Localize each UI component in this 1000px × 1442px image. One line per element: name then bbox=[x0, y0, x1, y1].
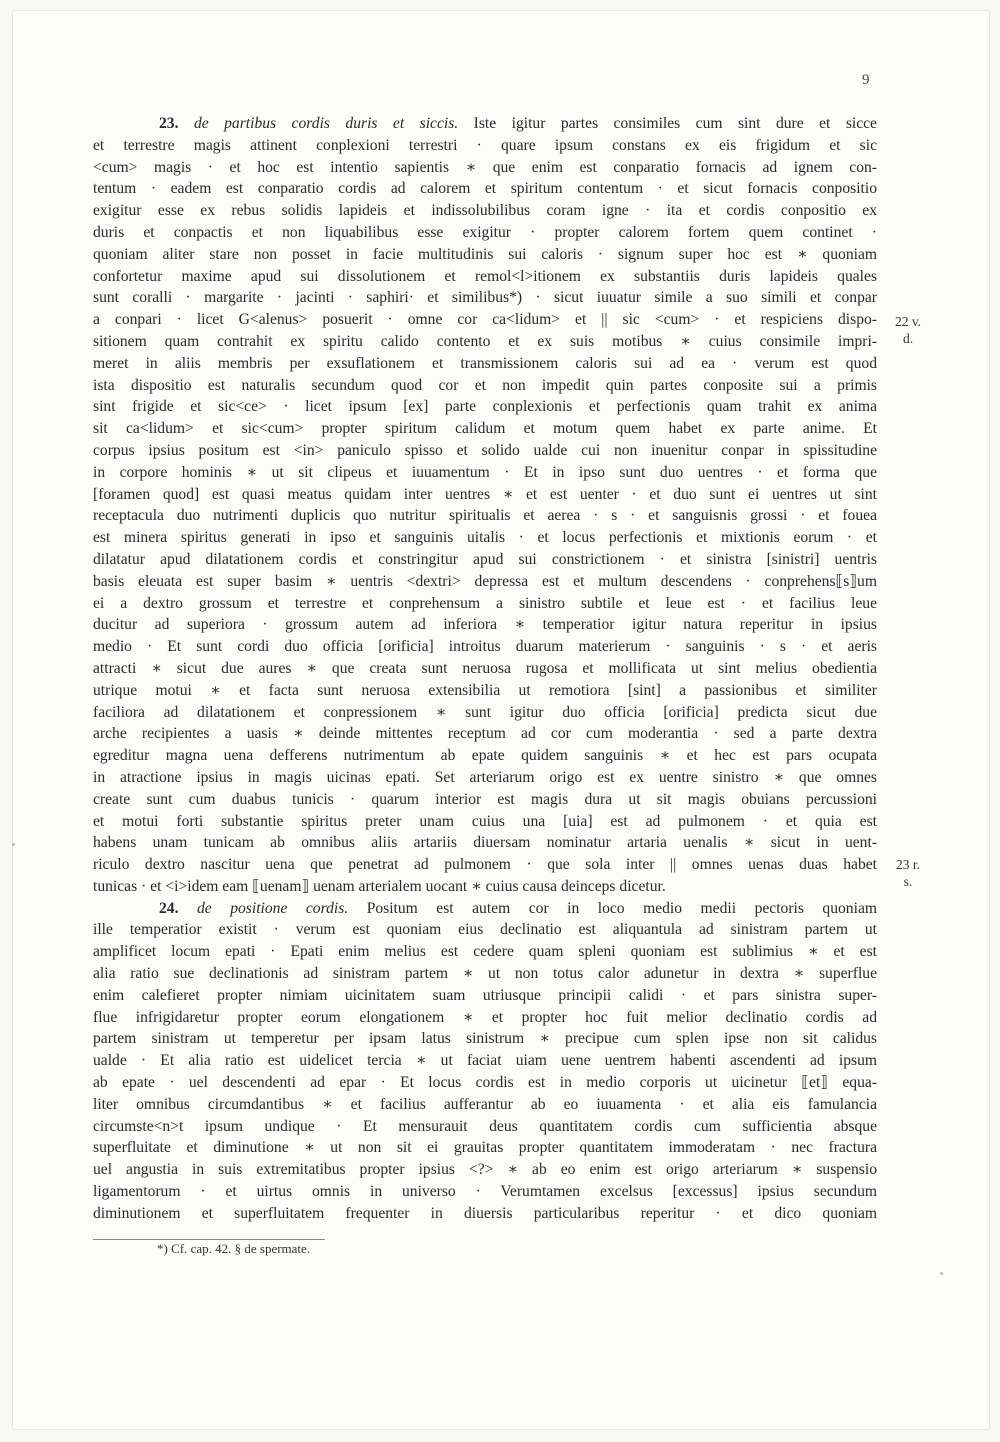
paper-speck bbox=[940, 1272, 943, 1275]
text-line: ualde · Et alia ratio est uidelicet tercia ∗ ut faciat uiam uene uentrem habenti ascendenti ad ipsum bbox=[93, 1052, 877, 1070]
text-line: est minera spiritus generati in ipso et sanguinis uitalis · et locus perfectionis et mixtionis eorum · et bbox=[93, 529, 877, 547]
section-title: de partibus cordis duris et siccis. bbox=[193, 115, 459, 132]
text-line: riculo dextro nascitur uena que penetrat ad pulmonem · que sola inter || omnes uenas duas habet bbox=[93, 856, 877, 874]
text-line: ducitur ad superiora · grossum autem ad inferiora ∗ temperatior igitur natura reperitur in ipsius bbox=[93, 616, 877, 634]
text-line: create sunt cum duabus tunicis · quarum interior est magis dura ut sit magis obuians percussioni bbox=[93, 790, 877, 808]
section-24 bbox=[93, 898, 877, 1225]
text-line: duris et conpactis et non liquabilibus esse exigitur · propter calorem fortem quem continet · bbox=[93, 223, 877, 241]
text-line: sint frigide et sic<ce> · licet ipsum [ex] parte conplexionis et perfectionis quam trahit ex anima bbox=[93, 398, 877, 416]
text-line: corpus ipsius positum est <in> paniculo spisso et solido ualde cui non inuenitur conpar in spissitudine bbox=[93, 441, 877, 459]
section-number: 24. bbox=[159, 899, 179, 917]
text-line: meret in aliis membris per exsuflationem et transmissionem caloris sui ad ea · verum est quod bbox=[93, 354, 877, 372]
section-heading-line bbox=[93, 113, 877, 135]
margin-note-line: 23 r. bbox=[895, 857, 920, 872]
text-run: Iste igitur partes consimiles cum sint dure et sicce bbox=[473, 115, 877, 132]
margin-note-folio bbox=[891, 313, 925, 347]
text-line: ei a dextro grossum et terrestre et conprehensum a sinistro subtile et leue est · et facilius leue bbox=[93, 594, 877, 612]
footnote: *) Cf. cap. 42. § de spermate. bbox=[157, 1241, 311, 1256]
text-line: circumste<n>t ipsum undique · Et mensurauit deus quantitatem cordis cum sufficientia absque bbox=[93, 1117, 877, 1135]
text-line: liter omnibus circumdantibus ∗ et facilius aufferantur ab eo iuuamenta · et alia eis famulancia bbox=[93, 1095, 877, 1113]
text-line: attracti ∗ sicut due aures ∗ que creata sunt neruosa rugosa et mollificata ut sint melius obedientia bbox=[93, 659, 877, 677]
text-line: et motui forti substantie spiritus preter unam cuius una [uia] est ad pulmonem · et quia est bbox=[93, 812, 877, 830]
text-line: basis eleuata est super basim ∗ uentris <dextri> depressa est et multum descendens · conprehens⟦s⟧um bbox=[93, 572, 877, 590]
text-line: partem sinistram ut temperetur per ipsam latus sinistrum ∗ precipue cum splen ipse non sit calidus bbox=[93, 1030, 877, 1048]
text-line: habens unam tunicam ab omnibus aliis artariis diuersam nominatur artaria uenalis ∗ sicut in uent- bbox=[93, 834, 877, 852]
text-line: <cum> magis · et hoc est intentio sapientis ∗ que enim est conparatio fornacis ad ignem con- bbox=[93, 158, 877, 176]
text-run: Positum est autem cor in loco medio medii pectoris quoniam bbox=[366, 899, 877, 917]
margin-note-line: 22 v. bbox=[894, 314, 922, 329]
text-line: sunt coralli · margarite · jacinti · saphiri· et similibus*) · sicut iuuatur simile a suo simili et conpar bbox=[93, 289, 877, 307]
text-line: dilatatur apud dilatationem cordis et constringitur apud sui constrictionem · et sinistra [sinistri] uentris bbox=[93, 550, 877, 568]
text-line: tunicas · et <i>idem eam ⟦uenam⟧ uenam arterialem uocant ∗ cuius causa deinceps dicetur. bbox=[93, 877, 666, 895]
margin-note-folio bbox=[891, 856, 925, 890]
text-line: receptacula duo nutrimenti duplicis quo nutritur spiritualis et aerea · s · et sanguisnis grossi · et fouea bbox=[93, 507, 877, 525]
text-line: ista dispositio est naturalis secundum quod cor et non impedit quin partes conposite sui a primis bbox=[93, 376, 877, 394]
text-line: exigitur esse ex rebus solidis lapideis et indissolubilibus coram igne · ita et cordis conpositio ex bbox=[93, 202, 877, 220]
text-line: sitionem quam contrahit ex spiritu calido contento et ex suis motibus ∗ cuius consimile impri- bbox=[93, 332, 877, 350]
margin-note-line: d. bbox=[902, 331, 914, 346]
footnote-divider bbox=[93, 1239, 325, 1240]
text-line: ille temperatior existit · verum est quoniam eius declinatio est aliquantula ad sinistram partem ut bbox=[93, 921, 877, 939]
section-number: 23. bbox=[159, 115, 179, 132]
text-line: alia ratio sue declinationis ad sinistram partem ∗ ut non totus calor adunetur in dextra ∗ superflue bbox=[93, 965, 877, 983]
text-line: in atractione ipsius in magis uicinas epati. Set arteriarum origo est ex uentre sinistro ∗ que omnes bbox=[93, 768, 877, 786]
text-line: ab epate · uel descendenti ad epar · Et locus cordis est in medio corporis ut uicinetur ⟦et⟧ equa- bbox=[93, 1074, 877, 1092]
text-line: superfluitate et diminutione ∗ ut non sit ei grauitas propter quantitatem immoderatam · nec fractura bbox=[93, 1139, 877, 1157]
section-23 bbox=[93, 113, 877, 898]
text-line: diminutionem et superfluitatem frequenter in diuersis particularibus reperitur · et dico quoniam bbox=[93, 1204, 877, 1222]
text-line: egreditur magna uena defferens nutrimentum ab epate quidem sanguinis ∗ et hec est pars ocupata bbox=[93, 747, 877, 765]
text-line: medio · Et sunt cordi duo officia [orificia] introitus duarum materierum · sanguinis · s · et aeris bbox=[93, 638, 877, 656]
text-line: faciliora ad dilatationem et conpressionem ∗ sunt igitur duo officia [orificia] predicta sicut due bbox=[93, 703, 877, 721]
section-heading-line bbox=[93, 898, 877, 920]
text-line: ligamentorum · et uirtus omnis in universo · Verumtamen excelsus [excessus] ipsius secundum bbox=[93, 1183, 877, 1201]
text-line: enim calefieret propter nimiam uicinitatem suam utriusque principii calidi · et pars sinistra super- bbox=[93, 986, 877, 1004]
text-line: a conpari · licet G<alenus> posuerit · omne cor ca<lidum> et || sic <cum> · et respiciens dispo- bbox=[93, 311, 877, 329]
text-line: utrique motui ∗ et facta sunt neruosa extensibilia ut remotiora [sint] a passionibus et similiter bbox=[93, 681, 877, 699]
text-line: uel angustia in suis extremitatibus propter ipsius <?> ∗ ab eo enim est origo arteriarum ∗ suspensio bbox=[93, 1161, 877, 1179]
text-line: quoniam aliter stare non posset in facie multitudinis sui caloris · signum super hoc est ∗ quoniam bbox=[93, 245, 877, 263]
text-line: in corpore hominis ∗ ut sit clipeus et iuuamentum · Et in ipso sunt duo uentres · et forma que bbox=[93, 463, 877, 481]
text-line: et terrestre magis attinent conplexioni terrestri · quare ipsum constans ex eis frigidum et sic bbox=[93, 136, 877, 154]
margin-note-line: s. bbox=[903, 874, 913, 889]
page-number: 9 bbox=[862, 72, 870, 88]
text-line: amplificet locum epati · Epati enim melius est cedere quam spleni quoniam est sublimius ∗ et est bbox=[93, 943, 877, 961]
paper-speck bbox=[12, 843, 15, 846]
section-title: de positione cordis. bbox=[197, 899, 349, 917]
text-line: tentum · eadem est conparatio cordis ad calorem et spiritum contentum · et sicut fornacis conpositio bbox=[93, 180, 877, 198]
body-text bbox=[93, 113, 877, 1225]
text-line: [foramen quod] est quasi meatus quidam inter uentres ∗ et est uenter · et duo sunt ei uentres ut sint bbox=[93, 485, 877, 503]
text-line: arche recipientes a uasis ∗ deinde mittentes receptum ad cor cum moderantia · sed a parte dextra bbox=[93, 725, 877, 743]
text-line: sit ca<lidum> et sic<cum> propter spiritum calidum et motum quem habet ex parte anime. Et bbox=[93, 420, 877, 438]
text-line: flue infrigidaretur propter eorum elongationem ∗ et propter hoc fuit melior declinatio cordis ad bbox=[93, 1008, 877, 1026]
text-line: confortetur maxime apud sui dissolutionem et remol<l>itionem ex substantiis duris lapideis quales bbox=[93, 267, 877, 285]
